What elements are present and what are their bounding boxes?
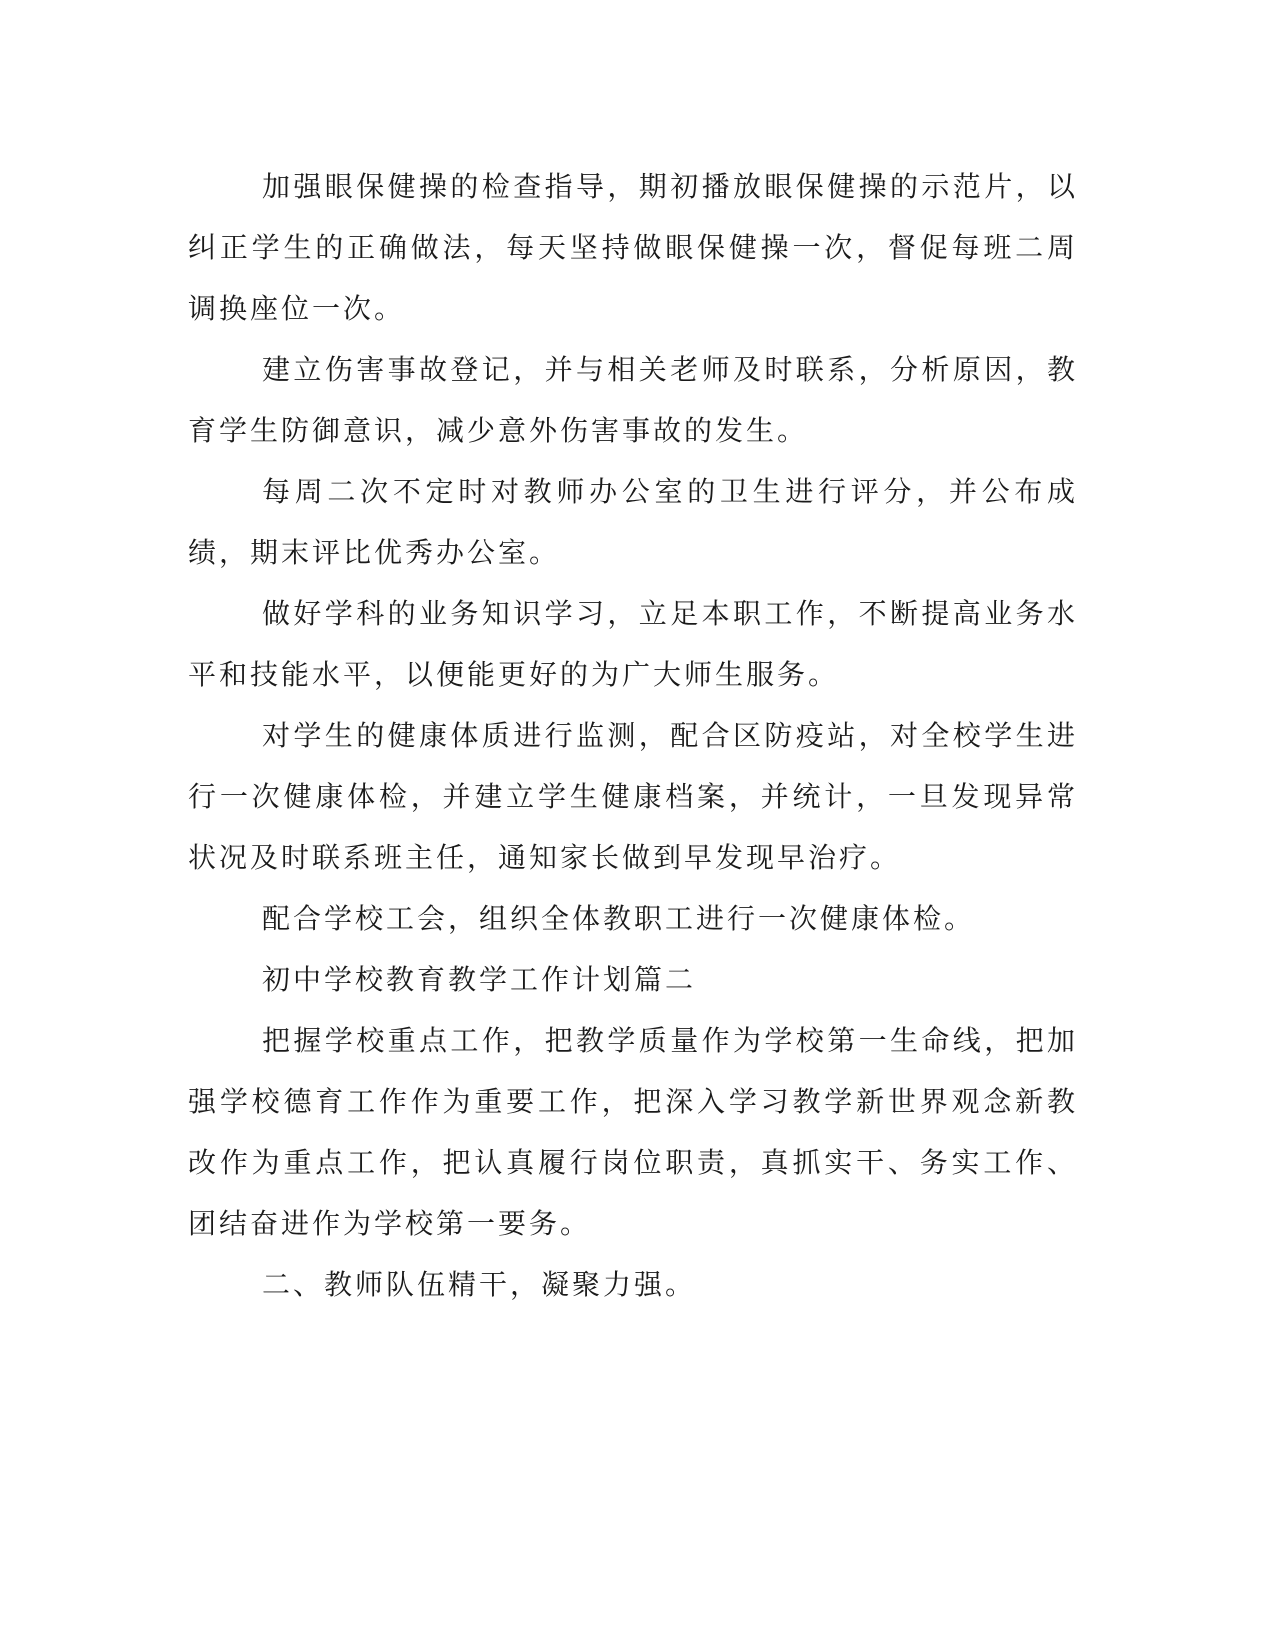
document-body (188, 156, 1078, 1315)
paragraph-health-monitoring: 对学生的健康体质进行监测，配合区防疫站，对全校学生进行一次健康体检，并建立学生健康档案，并统计，一旦发现异常状况及时联系班主任，通知家长做到早发现早治疗。 (188, 719, 1078, 874)
paragraph-key-work: 把握学校重点工作，把教学质量作为学校第一生命线，把加强学校德育工作作为重要工作，把深入学习教学新世界观念新教改作为重点工作，把认真履行岗位职责，真抓实干、务实工作、团结奋进作为学校第一要务。 (188, 1024, 1078, 1240)
paragraph-eye-exercise: 加强眼保健操的检查指导，期初播放眼保健操的示范片，以纠正学生的正确做法，每天坚持做眼保健操一次，督促每班二周调换座位一次。 (188, 170, 1078, 325)
paragraph-teacher-team: 二、教师队伍精干，凝聚力强。 (262, 1268, 697, 1301)
paragraph-professional-study: 做好学科的业务知识学习，立足本职工作，不断提高业务水平和技能水平，以便能更好的为广大师生服务。 (188, 597, 1078, 691)
paragraph-office-hygiene: 每周二次不定时对教师办公室的卫生进行评分，并公布成绩，期末评比优秀办公室。 (188, 475, 1078, 569)
paragraph-staff-checkup: 配合学校工会，组织全体教职工进行一次健康体检。 (262, 902, 976, 935)
section-heading: 初中学校教育教学工作计划篇二 (262, 963, 697, 996)
paragraph-injury-record: 建立伤害事故登记，并与相关老师及时联系，分析原因，教育学生防御意识，减少意外伤害事故的发生。 (188, 353, 1078, 447)
